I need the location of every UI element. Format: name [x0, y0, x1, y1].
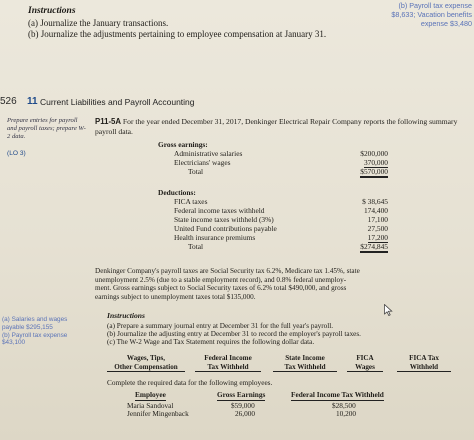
w2-column: Federal Income Tax Withheld	[195, 354, 261, 372]
page-number: 526	[0, 96, 17, 107]
employee-name: Maria Sandoval	[127, 401, 174, 410]
learning-objective-note: Prepare entries for payroll and payroll taxes; prepare W-2 data.	[7, 117, 86, 140]
row-label: FICA taxes	[174, 197, 208, 206]
employee-tax: 10,200	[336, 409, 357, 418]
column-header: Employee	[135, 390, 166, 399]
problem-id: P11-5A	[95, 117, 122, 126]
instruction-a: (a) Prepare a summary journal entry at December 31 for the full year's payroll.	[107, 322, 334, 330]
gross-earnings-heading: Gross earnings:	[158, 140, 208, 149]
column-header: Gross Earnings	[217, 390, 266, 399]
w2-column: FICA Wages	[347, 354, 383, 372]
row-label: Administrative salaries	[174, 149, 243, 158]
row-value: 27,500	[367, 224, 388, 233]
row-label: Electricians' wages	[174, 158, 231, 167]
gross-total: $570,000	[360, 167, 388, 176]
w2-column: Wages, Tips, Other Compensation	[107, 354, 185, 372]
instructions-heading: Instructions	[28, 6, 76, 16]
deductions-table	[158, 188, 388, 251]
complete-instruction: Complete the required data for the following employees.	[107, 378, 273, 387]
row-value: 370,000	[363, 158, 388, 167]
row-label: Health insurance premiums	[174, 233, 256, 242]
previous-problem-instructions	[0, 0, 474, 80]
chapter-title: Current Liabilities and Payroll Accounting	[40, 97, 195, 107]
payroll-tax-paragraph: Denkinger Company's payroll taxes are Social Security tax 6.2%, Medicare tax 1.45%, state unemployment 2.5% (due to a stable employment record), and 0.8% federal unemploy- ment. Gross earnings subject to Social Security taxes of 6.2% total $490,000, and gross earnings subject to unemployment taxes total $135,000.	[95, 267, 360, 302]
row-label: United Fund contributions payable	[174, 224, 277, 233]
instruction-c: (c) The W-2 Wage and Tax Statement requires the following dollar data.	[107, 338, 315, 346]
row-label: Federal income taxes withheld	[174, 206, 265, 215]
w2-column: FICA Tax Withheld	[397, 354, 451, 372]
row-value: 17,100	[367, 215, 388, 224]
deductions-heading: Deductions:	[158, 188, 196, 197]
employee-tax: $28,500	[332, 401, 356, 410]
answer-annotation: (b) Payroll tax expense $8,633; Vacation benefits expense $3,480	[391, 1, 472, 28]
problem-statement	[95, 117, 465, 136]
chapter-header	[0, 96, 474, 110]
row-value: $200,000	[360, 149, 388, 158]
instructions-heading: Instructions	[107, 311, 145, 320]
total-label: Total	[188, 242, 204, 251]
gross-earnings-table	[158, 140, 388, 176]
instruction-b: (b) Journalize the adjusting entry at December 31 to record the employer's payroll taxes.	[107, 330, 361, 338]
total-label: Total	[188, 167, 204, 176]
row-value: 17,200	[367, 233, 388, 242]
chapter-number: 11	[27, 96, 38, 107]
employee-name: Jennifer Mingenback	[127, 409, 189, 418]
margin-answer-annotation: (a) Salaries and wages payable $295,155 (b) Payroll tax expense $43,100	[2, 316, 68, 347]
employee-gross: $59,000	[231, 401, 255, 410]
w2-column-headers	[107, 354, 472, 376]
instruction-b: (b) Journalize the adjustments pertaining to employee compensation at January 31.	[28, 29, 327, 39]
deductions-total: $274,845	[360, 242, 388, 251]
problem-text: For the year ended December 31, 2017, Denkinger Electrical Repair Company reports the following summary payroll data.	[95, 117, 458, 136]
learning-objective-code: (LO 3)	[7, 150, 26, 157]
row-label: State income taxes withheld (3%)	[174, 215, 274, 224]
mouse-pointer-icon	[384, 304, 393, 316]
w2-column: State Income Tax Withheld	[273, 354, 337, 372]
instruction-a: (a) Journalize the January transactions.	[28, 18, 169, 28]
employee-gross: 26,000	[235, 409, 256, 418]
row-value: $ 38,645	[362, 197, 388, 206]
column-header: Federal Income Tax Withheld	[291, 390, 384, 399]
row-value: 174,400	[363, 206, 388, 215]
